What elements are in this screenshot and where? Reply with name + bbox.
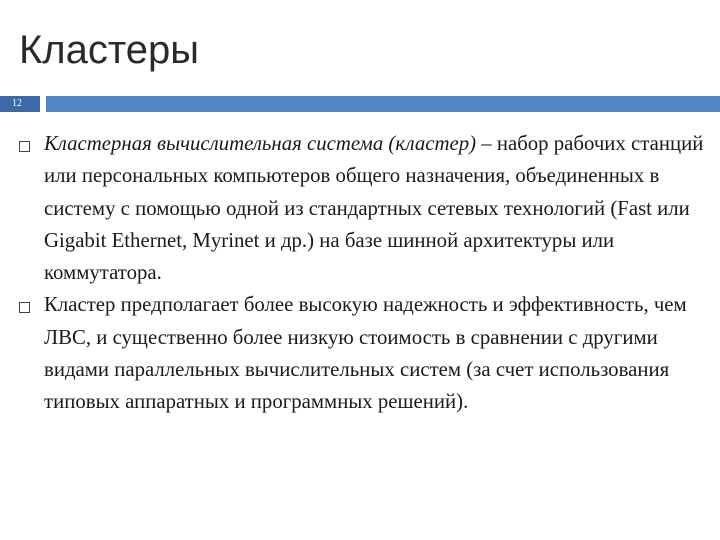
header-bar bbox=[46, 96, 720, 112]
bullet-term: Кластерная вычислительная система (кластер) bbox=[44, 132, 477, 155]
bullet-item bbox=[19, 289, 713, 418]
page-number: 12 bbox=[12, 98, 22, 109]
bullet-item bbox=[19, 128, 713, 289]
bullet-text bbox=[44, 289, 713, 418]
bullet-definition: – набор рабочих станций или персональных компьютеров общего назначения, объединенных в систему с помощью одной из стандартных сетевых технологий (Fast или Gigabit Ethernet, Myrinet и др.) на базе шинной архитектуры или коммутатора. bbox=[44, 132, 704, 285]
slide-title: Кластеры bbox=[19, 28, 199, 72]
bullet-definition: Кластер предполагает более высокую надежность и эффективность, чем ЛВС, и существенно более низкую стоимость в сравнении с другими видами параллельных вычислительных систем (за счет использования типовых аппаратных и программных решений). bbox=[44, 293, 687, 414]
checkbox-bullet-icon bbox=[19, 302, 30, 313]
checkbox-bullet-icon bbox=[19, 141, 30, 152]
bullet-list bbox=[19, 128, 713, 419]
bullet-text bbox=[44, 128, 713, 289]
